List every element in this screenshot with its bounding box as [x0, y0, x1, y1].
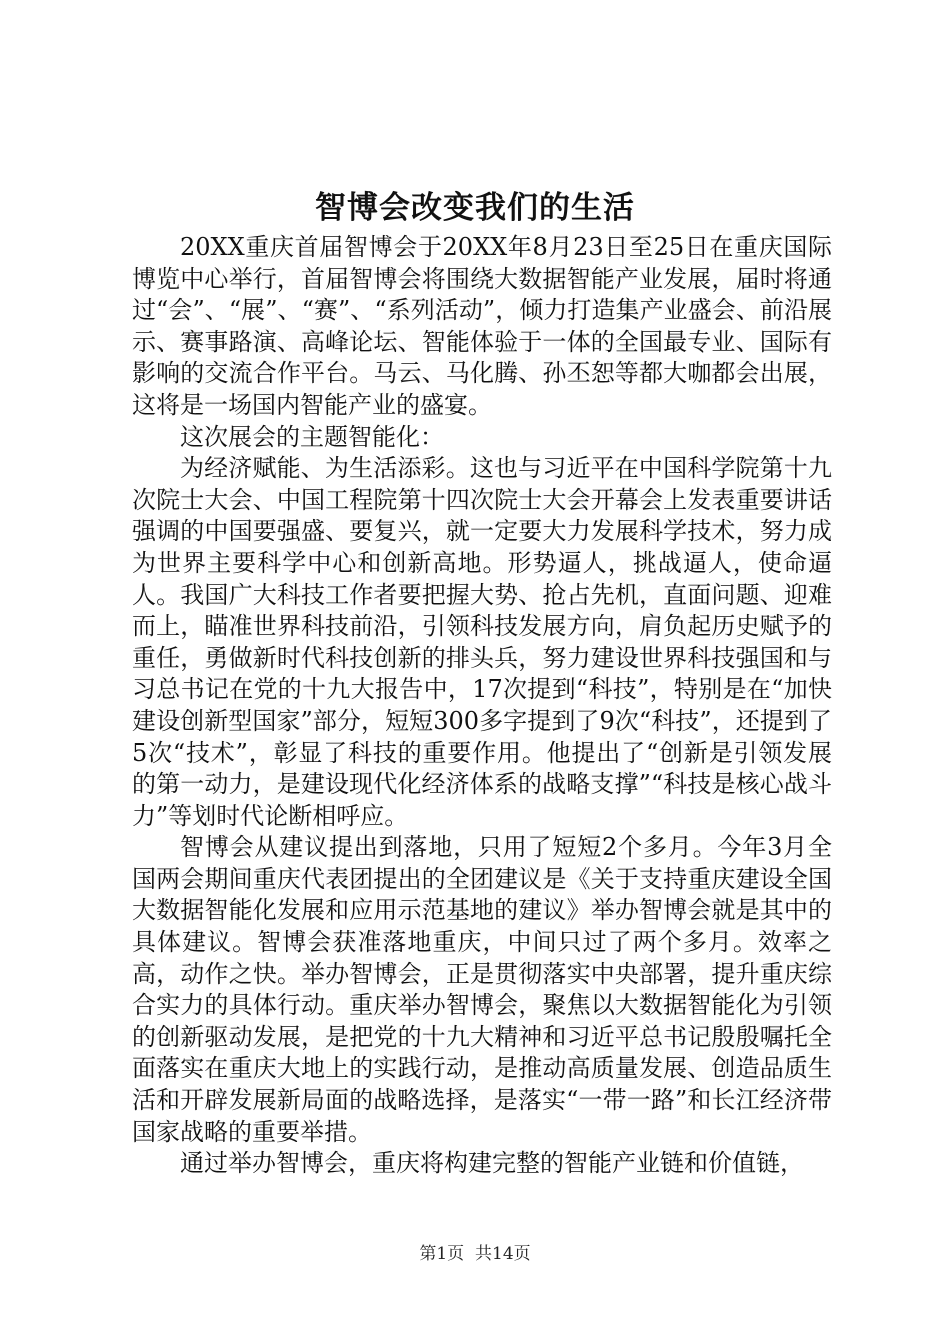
document-body	[132, 232, 832, 1180]
paragraph-5: 通过举办智博会，重庆将构建完整的智能产业链和价值链，	[180, 1149, 804, 1178]
page-total: 共14页	[475, 1244, 531, 1264]
page-footer	[0, 1242, 950, 1266]
footer-gap	[464, 1244, 475, 1264]
paragraph-1: 20XX重庆首届智博会于20XX年8月23日至25日在重庆国际博览中心举行，首届智博会将围绕大数据智能产业发展，届时将通过“会”、“展”、“赛”、“系列活动”，倾力打造集产业盛会、前沿展示、赛事路演、高峰论坛、智能体验于一体的全国最专业、国际有影响的交流合作平台。马云、马化腾、孙丕恕等都大咖都会出展，这将是一场国内智能产业的盛宴。	[132, 233, 832, 419]
document-title: 智博会改变我们的生活	[315, 190, 635, 226]
paragraph-2: 这次展会的主题智能化：	[180, 422, 444, 451]
paragraph-4: 智博会从建议提出到落地，只用了短短2个多月。今年3月全国两会期间重庆代表团提出的全团建议是《关于支持重庆建设全国大数据智能化发展和应用示范基地的建议》举办智博会就是其中的具体建议。智博会获准落地重庆，中间只过了两个多月。效率之高，动作之快。举办智博会，正是贯彻落实中央部署，提升重庆综合实力的具体行动。重庆举办智博会，聚焦以大数据智能化为引领的创新驱动发展，是把党的十九大精神和习近平总书记殷殷嘱托全面落实在重庆大地上的实践行动，是推动高质量发展、创造品质生活和开辟发展新局面的战略选择，是落实“一带一路”和长江经济带国家战略的重要举措。	[132, 833, 832, 1146]
paragraph-3: 为经济赋能、为生活添彩。这也与习近平在中国科学院第十九次院士大会、中国工程院第十四次院士大会开幕会上发表重要讲话强调的中国要强盛、要复兴，就一定要大力发展科学技术，努力成为世界主要科学中心和创新高地。形势逼人，挑战逼人，使命逼人。我国广大科技工作者要把握大势、抢占先机，直面问题、迎难而上，瞄准世界科技前沿，引领科技发展方向，肩负起历史赋予的重任，勇做新时代科技创新的排头兵，努力建设世界科技强国和与习总书记在党的十九大报告中，17次提到“科技”，特别是在“加快建设创新型国家”部分，短短300多字提到了9次“科技”，还提到了5次“技术”，彰显了科技的重要作用。他提出了“创新是引领发展的第一动力，是建设现代化经济体系的战略支撑”“科技是核心战斗力”等划时代论断相呼应。	[132, 454, 832, 830]
page-number: 第1页	[419, 1244, 465, 1264]
